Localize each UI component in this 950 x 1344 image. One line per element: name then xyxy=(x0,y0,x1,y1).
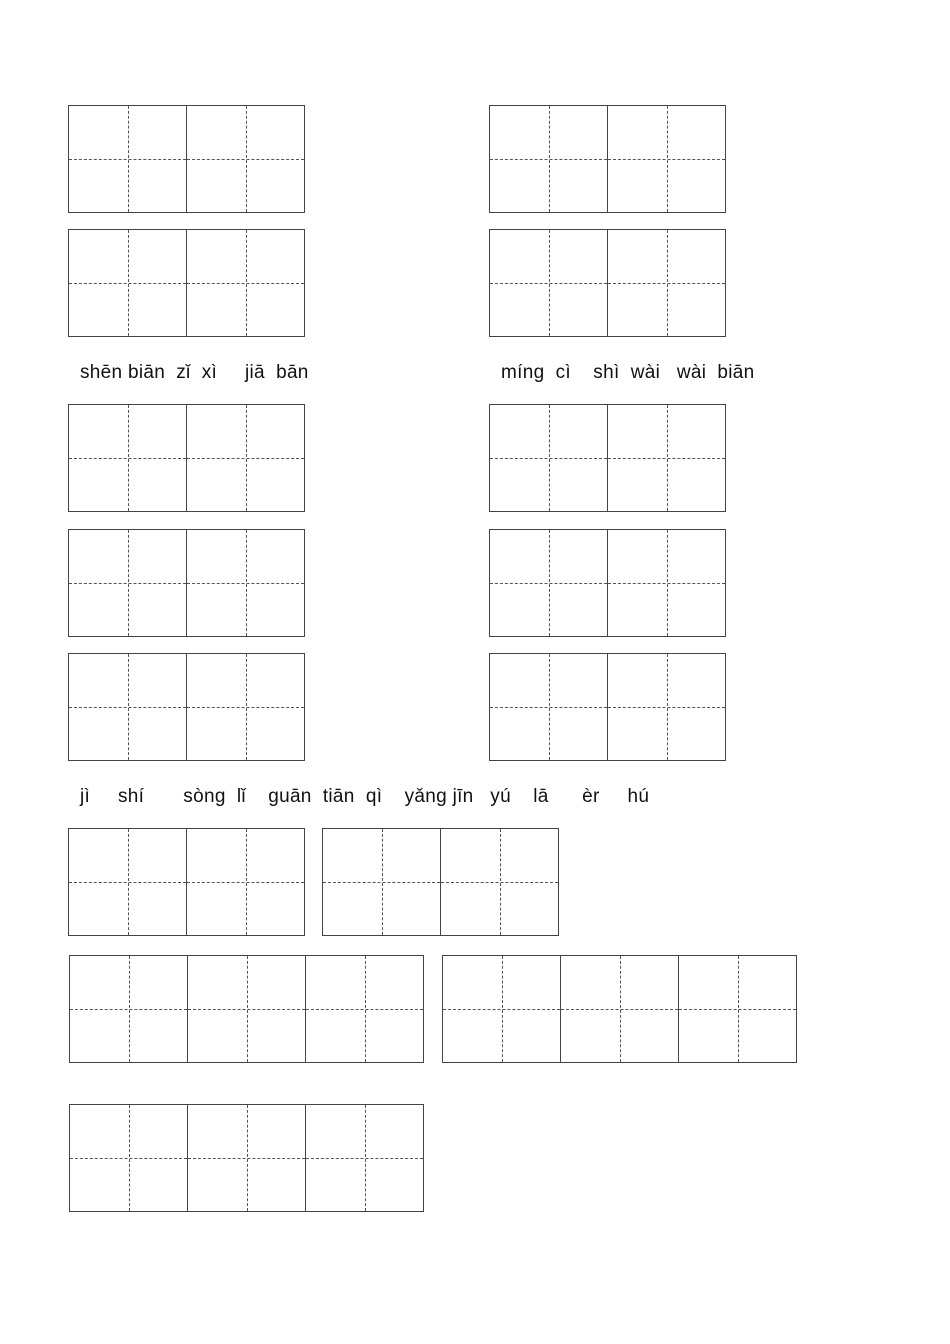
writing-grid xyxy=(489,653,726,761)
grid-cell xyxy=(187,230,305,336)
writing-grid xyxy=(68,404,305,512)
writing-grid xyxy=(489,229,726,337)
pinyin-prompt: jì shí sòng lǐ guān tiān qì yǎng jīn yú lā èr hú xyxy=(80,786,650,807)
grid-cell xyxy=(70,1105,188,1211)
grid-cell xyxy=(69,405,187,511)
grid-cell xyxy=(443,956,561,1062)
grid-cell xyxy=(188,956,306,1062)
grid-cell xyxy=(608,405,726,511)
grid-cell xyxy=(187,829,305,935)
pinyin-prompt-right: míng cì shì wài wài biān xyxy=(501,362,755,383)
grid-cell xyxy=(490,230,608,336)
grid-cell xyxy=(306,1105,424,1211)
grid-cell xyxy=(187,530,305,636)
grid-cell xyxy=(608,654,726,760)
writing-grid xyxy=(68,529,305,637)
grid-cell xyxy=(323,829,441,935)
grid-cell xyxy=(490,530,608,636)
grid-cell xyxy=(70,956,188,1062)
writing-grid xyxy=(69,1104,424,1212)
writing-grid xyxy=(322,828,559,936)
writing-grid xyxy=(489,404,726,512)
grid-cell xyxy=(69,654,187,760)
grid-cell xyxy=(490,654,608,760)
grid-cell xyxy=(306,956,424,1062)
writing-grid xyxy=(68,653,305,761)
writing-grid xyxy=(68,828,305,936)
grid-cell xyxy=(69,230,187,336)
writing-grid xyxy=(489,529,726,637)
writing-grid xyxy=(442,955,797,1063)
grid-cell xyxy=(490,106,608,212)
grid-cell xyxy=(69,829,187,935)
grid-cell xyxy=(441,829,559,935)
grid-cell xyxy=(561,956,679,1062)
grid-cell xyxy=(187,106,305,212)
grid-cell xyxy=(490,405,608,511)
grid-cell xyxy=(679,956,797,1062)
writing-grid xyxy=(68,229,305,337)
grid-cell xyxy=(69,106,187,212)
writing-grid xyxy=(489,105,726,213)
grid-cell xyxy=(608,106,726,212)
grid-cell xyxy=(187,405,305,511)
pinyin-prompt-left: shēn biān zǐ xì jiā bān xyxy=(80,362,309,383)
grid-cell xyxy=(188,1105,306,1211)
grid-cell xyxy=(187,654,305,760)
grid-cell xyxy=(608,530,726,636)
grid-cell xyxy=(69,530,187,636)
writing-grid xyxy=(69,955,424,1063)
writing-grid xyxy=(68,105,305,213)
grid-cell xyxy=(608,230,726,336)
